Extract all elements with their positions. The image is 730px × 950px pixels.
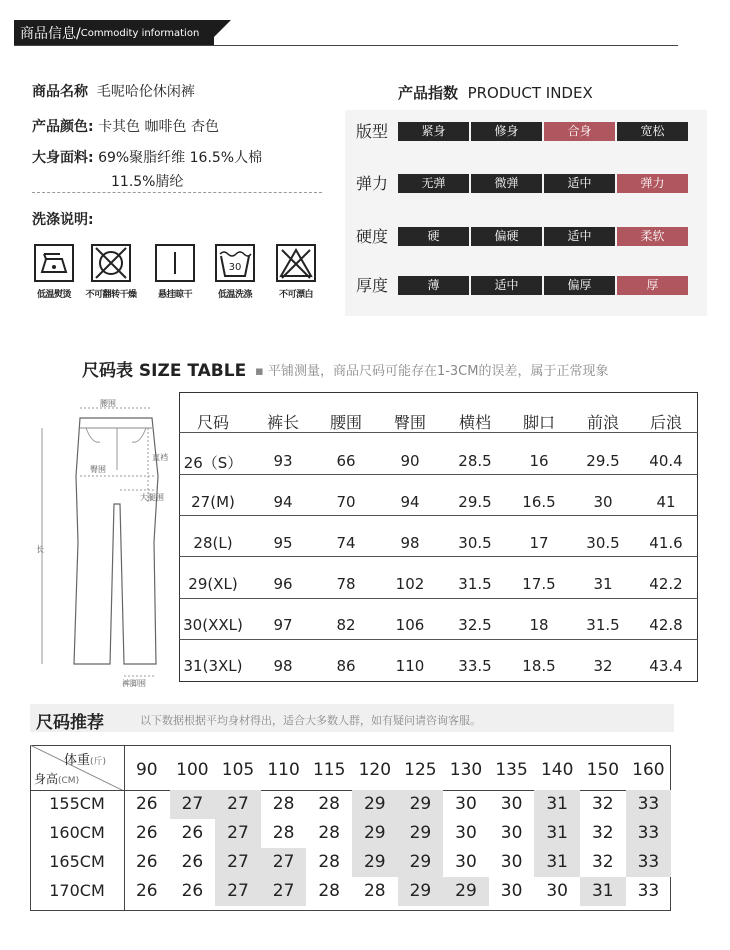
size-table-header: 裤长 <box>266 413 299 432</box>
size-value-cell: 33.5 <box>458 657 492 675</box>
size-value-cell: 90 <box>400 452 420 470</box>
size-value-cell: 17 <box>529 534 549 552</box>
recommend-size-cell: 31 <box>580 877 626 906</box>
recommend-title: 尺码推荐 <box>36 713 104 733</box>
wash-caption-iron: 低温熨烫 <box>36 290 71 300</box>
product-index-option: 修身 <box>471 122 542 141</box>
product-index-option: 适中 <box>544 227 615 246</box>
wash-temp-text: 30 <box>228 262 242 273</box>
product-name-value: 毛呢哈伦休闲裤 <box>96 84 195 100</box>
weight-column-header: 115 <box>312 760 346 780</box>
weight-column-header: 120 <box>358 760 392 780</box>
wash-label-row <box>32 209 94 229</box>
size-value-cell: 86 <box>336 657 356 675</box>
size-table-title: 尺码表 SIZE TABLE <box>82 361 247 381</box>
diagram-label-hem: 裤脚围 <box>122 679 146 688</box>
size-value-cell: 32.5 <box>458 616 492 634</box>
height-unit: (CM) <box>58 776 80 786</box>
recommend-size-cell: 26 <box>181 852 204 872</box>
recommend-size-cell: 31 <box>534 790 580 819</box>
recommend-size-cell: 32 <box>591 852 614 872</box>
weight-column-header: 110 <box>267 760 300 780</box>
product-index-option: 微弹 <box>471 174 542 193</box>
height-row-header: 155CM <box>49 794 105 813</box>
size-value-cell: 16 <box>529 452 549 470</box>
size-label-cell: 30(XXL) <box>183 616 243 634</box>
recommend-size-cell: 33 <box>637 881 660 901</box>
recommend-size-cell: 28 <box>318 794 340 814</box>
product-index-title <box>398 82 593 103</box>
recommend-size-cell: 33 <box>626 790 672 819</box>
no-tumble-dry-icon <box>91 244 131 282</box>
weight-header <box>64 749 106 768</box>
size-value-cell: 16.5 <box>522 493 556 511</box>
recommend-size-cell: 32 <box>591 823 614 843</box>
recommend-size-cell: 30 <box>455 794 477 814</box>
recommend-size-cell: 27 <box>215 848 261 877</box>
recommend-size-cell: 26 <box>181 823 204 843</box>
pants-diagram <box>28 392 184 690</box>
product-index-option: 无弹 <box>398 174 469 193</box>
recommend-size-cell: 31 <box>534 848 580 877</box>
size-value-cell: 30.5 <box>458 534 492 552</box>
weight-column-header: 160 <box>632 760 665 780</box>
size-value-cell: 74 <box>336 534 356 552</box>
header-divider <box>14 45 678 46</box>
wash-caption-tumble: 不可翻转干燥 <box>85 290 137 300</box>
product-index-option: 紧身 <box>398 122 469 141</box>
product-index-option: 薄 <box>398 276 469 295</box>
product-index-option: 合身 <box>544 122 615 141</box>
recommend-size-cell: 28 <box>272 794 295 814</box>
size-value-cell: 66 <box>336 452 356 470</box>
diagram-label-length: 长 <box>36 545 44 554</box>
recommend-size-cell: 29 <box>443 877 489 906</box>
section-header-commodity <box>14 20 214 46</box>
recommend-note: 以下数据根据平均身材得出，适合大多数人群，如有疑问请咨询客服。 <box>140 714 481 727</box>
recommend-size-cell: 32 <box>591 794 614 814</box>
weight-column-header: 140 <box>540 760 574 780</box>
low-temp-wash-icon <box>215 244 255 282</box>
recommend-size-cell: 31 <box>534 819 580 848</box>
size-value-cell: 31.5 <box>586 616 620 634</box>
info-dashed-divider <box>32 192 322 193</box>
recommend-size-cell: 26 <box>135 823 158 843</box>
product-index-option: 适中 <box>544 174 615 193</box>
recommend-size-cell: 33 <box>626 819 672 848</box>
weight-column-header: 90 <box>135 760 158 780</box>
size-value-cell: 18 <box>529 616 549 634</box>
size-label-cell: 27(M) <box>191 493 235 511</box>
recommend-size-cell: 29 <box>398 848 444 877</box>
size-value-cell: 41 <box>656 493 676 511</box>
weight-column-header: 130 <box>449 760 483 780</box>
height-label: 身高 <box>34 772 59 786</box>
height-row-header: 170CM <box>49 881 105 900</box>
size-value-cell: 102 <box>395 575 425 593</box>
recommend-size-cell: 28 <box>318 852 340 872</box>
size-value-cell: 70 <box>336 493 356 511</box>
size-label-cell: 26（S） <box>183 454 243 472</box>
recommend-size-cell: 33 <box>626 848 672 877</box>
size-value-cell: 94 <box>273 493 293 511</box>
size-value-cell: 96 <box>273 575 293 593</box>
size-value-cell: 18.5 <box>522 657 556 675</box>
size-value-cell: 43.4 <box>649 657 683 675</box>
size-table-header: 横档 <box>458 413 491 432</box>
recommend-size-cell: 30 <box>500 852 523 872</box>
size-value-cell: 78 <box>336 575 356 593</box>
size-value-cell: 31 <box>593 575 613 593</box>
recommend-size-cell: 30 <box>500 823 523 843</box>
height-row-header: 160CM <box>49 823 105 842</box>
weight-column-header: 135 <box>495 760 528 780</box>
size-table-row-divider <box>179 556 698 557</box>
product-color-label: 产品颜色: <box>32 119 94 135</box>
size-table-row-divider <box>179 515 698 516</box>
size-label-cell: 31(3XL) <box>183 657 243 675</box>
recommend-size-cell: 28 <box>318 823 340 843</box>
recommend-size-cell: 29 <box>352 819 398 848</box>
size-value-cell: 94 <box>400 493 420 511</box>
recommend-size-cell: 27 <box>261 848 307 877</box>
size-value-cell: 42.2 <box>649 575 683 593</box>
fabric-value-1: 69%聚脂纤维 16.5%人棉 <box>98 150 263 166</box>
product-color-value: 卡其色 咖啡色 杏色 <box>98 119 219 135</box>
size-label-cell: 29(XL) <box>188 575 238 593</box>
size-value-cell: 93 <box>273 452 293 470</box>
header-title-zh: 商品信息/ <box>20 26 81 42</box>
recommend-size-cell: 29 <box>398 790 444 819</box>
size-table-row-divider <box>179 474 698 475</box>
recommend-size-cell: 27 <box>261 877 307 906</box>
size-value-cell: 98 <box>400 534 420 552</box>
recommend-size-cell: 28 <box>318 881 340 901</box>
size-table-header: 脚口 <box>522 413 555 432</box>
recommend-size-cell: 29 <box>398 819 444 848</box>
recommend-size-cell: 30 <box>455 852 477 872</box>
size-table-header: 尺码 <box>196 413 229 432</box>
weight-column-header: 125 <box>404 760 437 780</box>
product-index-option: 偏硬 <box>471 227 542 246</box>
size-table-header: 前浪 <box>586 413 619 432</box>
size-value-cell: 30 <box>593 493 613 511</box>
product-color-row <box>32 116 219 136</box>
size-value-cell: 106 <box>395 616 425 634</box>
size-value-cell: 28.5 <box>458 452 492 470</box>
diagram-label-hip: 臀围 <box>90 465 106 474</box>
size-table-header: 腰围 <box>329 413 362 432</box>
product-index-title-en: PRODUCT INDEX <box>467 84 593 102</box>
weight-column-header: 100 <box>176 760 209 780</box>
product-index-title-zh: 产品指数 <box>398 84 459 102</box>
product-index-option: 厚 <box>617 276 688 295</box>
product-index-option: 硬 <box>398 227 469 246</box>
diagram-label-rise: 直裆 <box>152 453 168 462</box>
hang-dry-icon <box>155 244 195 282</box>
wash-caption-wash: 低温洗涤 <box>217 290 252 300</box>
product-index-option: 适中 <box>471 276 542 295</box>
size-value-cell: 32 <box>593 657 613 675</box>
size-table-header: 臀围 <box>393 413 426 432</box>
size-value-cell: 29.5 <box>586 452 620 470</box>
size-value-cell: 95 <box>273 534 293 552</box>
recommend-size-cell: 26 <box>181 881 204 901</box>
size-value-cell: 110 <box>395 657 425 675</box>
size-value-cell: 97 <box>273 616 293 634</box>
recommend-size-cell: 27 <box>215 790 261 819</box>
size-value-cell: 41.6 <box>649 534 683 552</box>
diagram-label-waist: 腰围 <box>100 399 116 408</box>
diagram-label-thigh: 大腿围 <box>140 493 164 502</box>
size-value-cell: 29.5 <box>458 493 492 511</box>
size-value-cell: 42.8 <box>649 616 683 634</box>
weight-unit: (斤) <box>90 757 107 767</box>
size-value-cell: 30.5 <box>586 534 620 552</box>
product-index-option: 宽松 <box>617 122 688 141</box>
wash-item-hang <box>149 244 201 300</box>
fabric-value-2: 11.5%腈纶 <box>111 174 184 190</box>
recommend-size-cell: 30 <box>455 823 477 843</box>
size-value-cell: 82 <box>336 616 356 634</box>
product-index-label-1: 弹力 <box>356 174 389 193</box>
wash-label: 洗涤说明: <box>32 212 94 228</box>
header-title-en: Commodity information <box>80 27 200 39</box>
recommend-size-cell: 28 <box>272 823 295 843</box>
recommend-size-cell: 28 <box>363 881 386 901</box>
weight-label: 体重 <box>64 753 91 768</box>
recommend-size-cell: 26 <box>135 794 158 814</box>
recommend-size-cell: 27 <box>215 877 261 906</box>
wash-item-wash <box>209 244 261 300</box>
header-slant <box>205 20 231 46</box>
recommend-size-cell: 29 <box>352 848 398 877</box>
wash-item-bleach <box>270 244 322 300</box>
recommend-size-cell: 27 <box>170 790 216 819</box>
wash-item-iron <box>28 244 80 300</box>
size-table-header: 后浪 <box>649 413 682 432</box>
recommend-size-cell: 26 <box>135 881 158 901</box>
recommend-size-cell: 29 <box>352 790 398 819</box>
fabric-label: 大身面料: <box>32 150 94 166</box>
product-index-label-0: 版型 <box>356 122 389 141</box>
size-table-row-divider <box>179 639 698 640</box>
size-value-cell: 31.5 <box>458 575 492 593</box>
weight-column-header: 105 <box>221 760 255 780</box>
product-index-option: 偏厚 <box>544 276 615 295</box>
height-header <box>34 770 79 787</box>
recommend-size-cell: 30 <box>500 881 523 901</box>
height-row-header: 165CM <box>49 852 105 871</box>
wash-caption-hang: 悬挂晾干 <box>157 290 192 300</box>
size-value-cell: 98 <box>273 657 293 675</box>
product-name-row <box>32 81 195 101</box>
product-index-label-2: 硬度 <box>356 227 389 246</box>
recommend-size-cell: 30 <box>500 794 523 814</box>
size-table-row-divider <box>179 432 698 433</box>
fabric-row <box>32 147 262 167</box>
recommend-size-cell: 27 <box>215 819 261 848</box>
product-index-option: 弹力 <box>617 174 688 193</box>
size-label-cell: 28(L) <box>193 534 233 552</box>
size-table-row-divider <box>179 598 698 599</box>
wash-item-tumble <box>85 244 137 300</box>
recommend-size-cell: 26 <box>135 852 158 872</box>
recommend-size-cell: 30 <box>546 881 568 901</box>
fabric-row-2 <box>111 171 183 191</box>
no-bleach-icon <box>276 244 316 282</box>
low-temp-iron-icon <box>34 244 74 282</box>
weight-column-header: 150 <box>586 760 620 780</box>
recommend-size-cell: 29 <box>398 877 444 906</box>
size-table-note: ▪ 平铺测量，商品尺码可能存在1-3CM的误差，属于正常现象 <box>255 364 609 379</box>
size-value-cell: 40.4 <box>649 452 683 470</box>
wash-caption-bleach: 不可漂白 <box>278 290 313 300</box>
product-name-label: 商品名称 <box>32 84 88 100</box>
product-index-option: 柔软 <box>617 227 688 246</box>
product-index-label-3: 厚度 <box>356 276 389 295</box>
size-value-cell: 17.5 <box>522 575 556 593</box>
